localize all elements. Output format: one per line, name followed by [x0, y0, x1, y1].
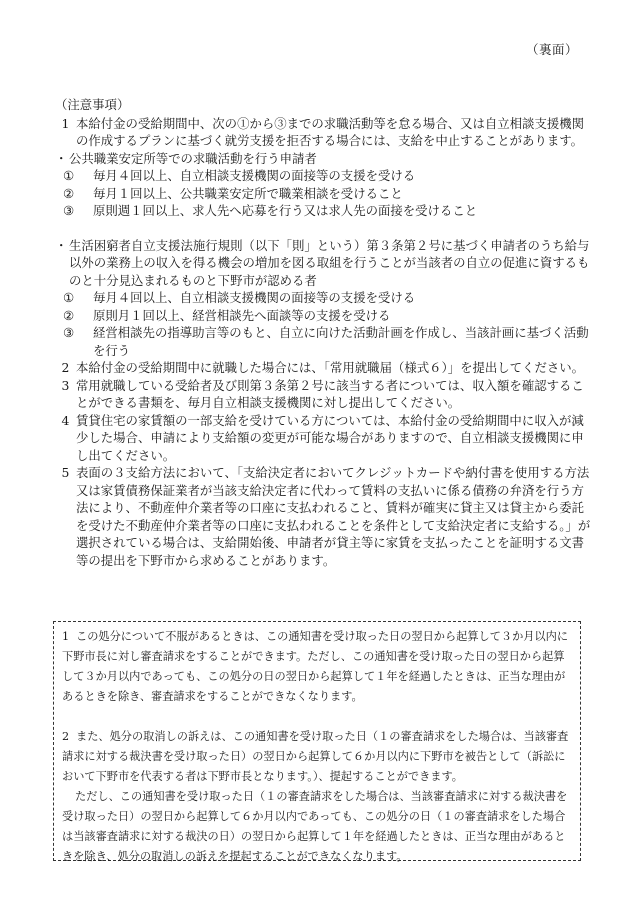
notice-paragraph-2 [62, 727, 573, 787]
group-b-item-1 [55, 289, 595, 307]
group-title-text: 公共職業安定所等での求職活動を行う申請者 [69, 150, 317, 166]
item-text: 経営相談先の指導助言等のもと、自立に向けた活動計画を作成し、当該計画に基づく活動を行う [93, 325, 589, 358]
circled-number: ② [63, 307, 75, 323]
group-b-item-3 [55, 324, 595, 359]
appeal-notice-box [53, 621, 581, 861]
notice-number: 2 [62, 730, 70, 743]
bullet: ・ [55, 237, 68, 253]
notice-text: また、処分の取消しの訴えは、この通知書を受け取った日（１の審査請求をした場合は、当該審査請求に対する裁決書を受け取った日）の翌日から起算して６か月以内に下野市を被告として（訴訟において下野市を代表する者は下野市長となります。）、提起することができます。 [62, 730, 569, 783]
notice-paragraph-3: ただし、この通知書を受け取った日（１の審査請求をした場合は、当該審査請求に対する裁決書を受け取った日）の翌日から起算して６か月以内であっても、この処分の日（１の審査請求をした場合は当該審査請求に対する裁決の日）の翌日から起算して１年を経過したときは、正当な理由があるときを除き、処分の取消しの訴えを提起することができなくなります。 [62, 790, 568, 863]
note-number: 2 [61, 360, 70, 375]
page-label: （裏面） [525, 42, 578, 57]
note-item-4 [55, 412, 595, 465]
notice-paragraph-1 [62, 627, 573, 707]
circled-number: ① [63, 168, 75, 183]
item-text: 原則週１回以上、求人先へ応募を行う又は求人先の面接を受けること [93, 203, 478, 218]
notes-section [55, 96, 595, 569]
note-item-1 [55, 115, 595, 150]
notice-text: この処分について不服があるときは、この通知書を受け取った日の翌日から起算して３か月以内に下野市長に対し審査請求をすることができます。ただし、この通知書を受け取った日の翌日から起算して３か月以内であっても、この処分の日の翌日から起算して１年を経過したときは、正当な理由があるときを除き、審査請求をすることができなくなります。 [62, 630, 569, 703]
item-text: 毎月１回以上、公共職業安定所で職業相談を受けること [93, 185, 403, 201]
circled-number: ③ [63, 325, 75, 340]
item-text: 原則月１回以上、経営相談先へ面談等の支援を受ける [93, 307, 391, 323]
group-a-title [55, 150, 595, 168]
group-a-item-2 [55, 185, 595, 203]
group-b-item-2 [55, 307, 595, 325]
note-text: 本給付金の受給期間中に就職した場合には、「常用就職届（様式６）」を提出してください。 [76, 360, 585, 375]
item-text: 毎月４回以上、自立相談支援機関の面接等の支援を受ける [93, 290, 416, 305]
note-number: 4 [61, 412, 70, 428]
note-number: 3 [61, 377, 70, 393]
note-item-3 [55, 377, 595, 412]
item-text: 毎月４回以上、自立相談支援機関の面接等の支援を受ける [93, 168, 416, 183]
group-a-item-3 [55, 202, 595, 220]
note-item-5 [55, 464, 595, 569]
note-text: 賃貸住宅の家賃額の一部支給を受けている方については、本給付金の受給期間中に収入が減少した場合、申請により支給額の変更が可能な場合がありますので、自立相談支援機関に申し出てください。 [76, 412, 584, 463]
note-text: 本給付金の受給期間中、次の①から③までの求職活動等を怠る場合、又は自立相談支援機関の作成するプランに基づく就労支援を拒否する場合には、支給を中止することがあります。 [76, 115, 585, 148]
note-text: 表面の３支給方法において、「支給決定者においてクレジットカードや納付書を使用する方法又は家賃債務保証業者が当該支給決定者に代わって賃料の支払いに係る債務の弁済を行う方法により、不動産仲介業者等の口座に支払われること、賃料が確実に貸主又は貸主から委託を受けた不動産仲介業者等の口座に支払われることを条件として支給決定者に支給する。」が選択されている場合は、支給開始後、申請者が貸主等に家賃を支払ったことを証明する文書等の提出を下野市から求めることがあります。 [76, 465, 591, 568]
note-number: 1 [61, 115, 70, 131]
group-b-title [55, 237, 595, 290]
group-title-text: 生活困窮者自立支援法施行規則（以下「則」という）第３条第２号に基づく申請者のうち給与以外の業務上の収入を得る機会の増加を図る取組を行うことが当該者の自立の促進に資するものと十分見込まれるものと下野市が認める者 [69, 237, 590, 288]
circled-number: ③ [63, 203, 75, 218]
notes-heading: （注意事項） [55, 97, 130, 112]
circled-number: ② [63, 185, 75, 201]
note-item-2 [55, 359, 595, 377]
notice-number: 1 [62, 630, 70, 643]
circled-number: ① [63, 290, 75, 305]
note-number: 5 [61, 465, 70, 480]
note-text: 常用就職している受給者及び則第３条第２号に該当する者については、収入額を確認することができる書類を、毎月自立相談支援機関に対し提出してください。 [76, 377, 584, 410]
group-a-item-1 [55, 167, 595, 185]
bullet: ・ [55, 150, 68, 166]
